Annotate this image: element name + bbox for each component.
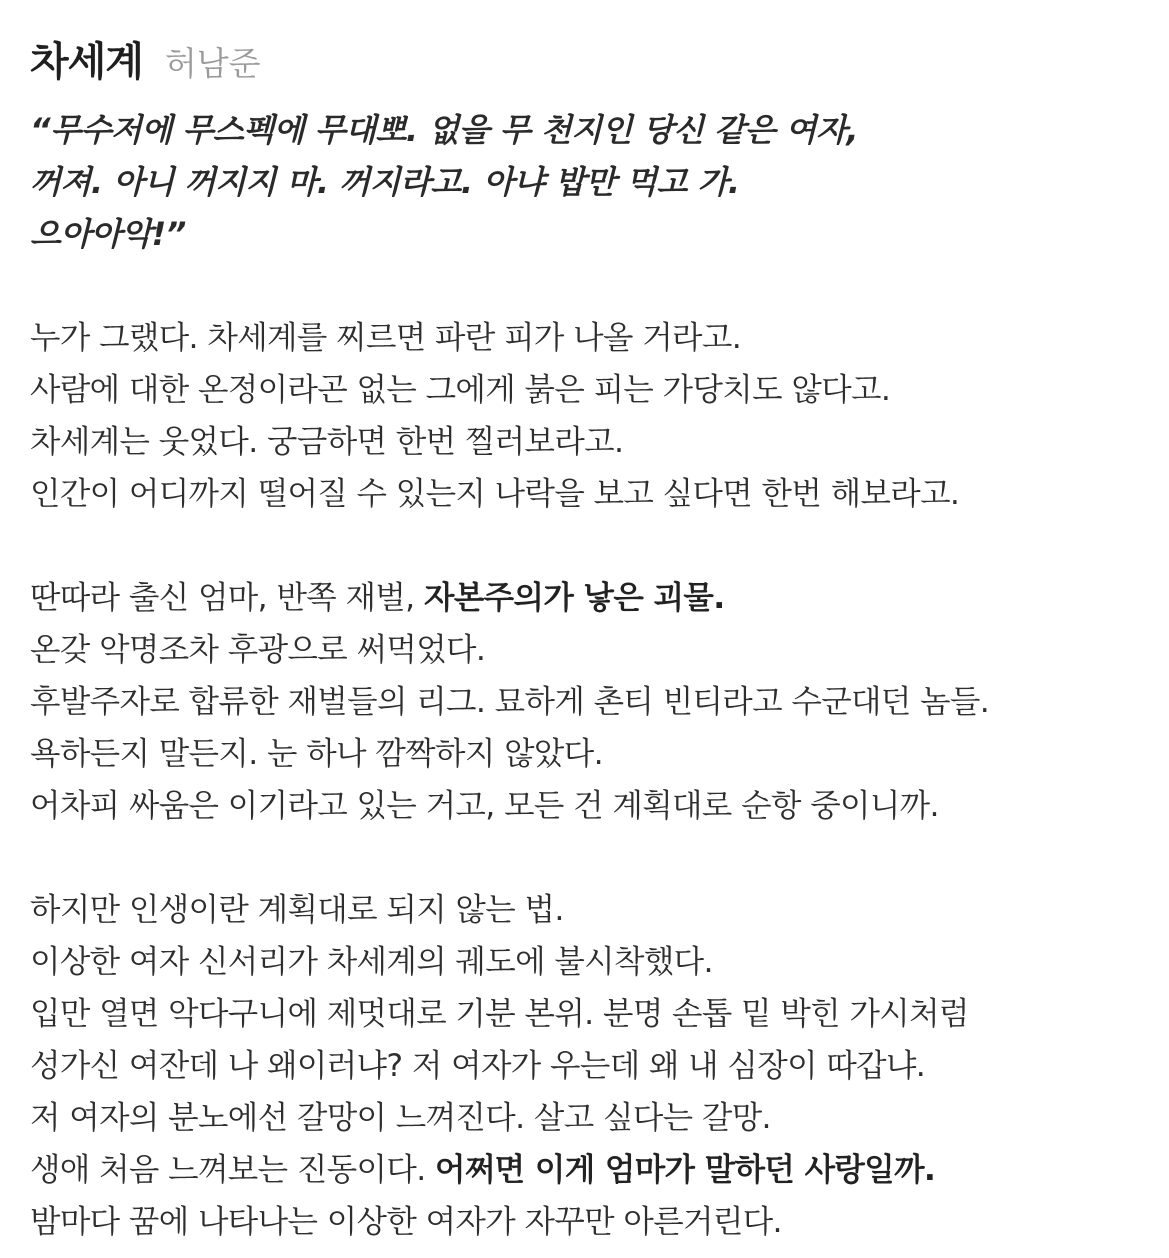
text-bold: 자본주의가 낳은 괴물.	[424, 580, 725, 616]
character-quote	[30, 104, 1139, 260]
text-line: 사람에 대한 온정이라곤 없는 그에게 붉은 피는 가당치도 않다고.	[30, 372, 891, 408]
text-line: 밤마다 꿈에 나타나는 이상한 여자가 자꾸만 아른거린다.	[30, 1204, 782, 1240]
quote-line: 꺼져. 아니 꺼지지 마. 꺼지라고. 아냐 밥만 먹고 가.	[30, 163, 740, 201]
text-line: 욕하든지 말든지. 눈 하나 깜짝하지 않았다.	[30, 736, 603, 772]
paragraph-3	[30, 884, 1139, 1248]
actor-name: 허남준	[164, 44, 261, 83]
text-line	[30, 1144, 1139, 1196]
text-bold: 어쩌면 이게 엄마가 말하던 사랑일까.	[435, 1152, 936, 1188]
text-line: 후발주자로 합류한 재벌들의 리그. 묘하게 촌티 빈티라고 수군대던 놈들.	[30, 684, 990, 720]
text-line: 누가 그랬다. 차세계를 찌르면 파란 피가 나올 거라고.	[30, 320, 742, 356]
text-plain: 딴따라 출신 엄마, 반쪽 재벌,	[30, 580, 425, 616]
text-line: 온갖 악명조차 후광으로 써먹었다.	[30, 632, 486, 668]
quote-line: “무수저에 무스펙에 무대뽀. 없을 무 천지인 당신 같은 여자,	[30, 111, 859, 149]
text-line: 인간이 어디까지 떨어질 수 있는지 나락을 보고 싶다면 한번 해보라고.	[30, 476, 960, 512]
character-header	[30, 30, 1139, 94]
text-line: 저 여자의 분노에선 갈망이 느껴진다. 살고 싶다는 갈망.	[30, 1100, 771, 1136]
text-line: 성가신 여잔데 나 왜이러냐? 저 여자가 우는데 왜 내 심장이 따갑냐.	[30, 1048, 926, 1084]
character-name: 차세계	[30, 39, 143, 85]
text-line: 이상한 여자 신서리가 차세계의 궤도에 불시착했다.	[30, 944, 713, 980]
text-line: 하지만 인생이란 계획대로 되지 않는 법.	[30, 892, 564, 928]
paragraph-1	[30, 312, 1139, 520]
text-line: 어차피 싸움은 이기라고 있는 거고, 모든 건 계획대로 순항 중이니까.	[30, 788, 939, 824]
text-line	[30, 572, 1139, 624]
paragraph-2	[30, 572, 1139, 832]
text-line: 입만 열면 악다구니에 제멋대로 기분 본위. 분명 손톱 밑 박힌 가시처럼	[30, 996, 969, 1032]
text-plain: 생애 처음 느껴보는 진동이다.	[30, 1152, 436, 1188]
quote-line: 으아아악!”	[30, 215, 186, 253]
text-line: 차세계는 웃었다. 궁금하면 한번 찔러보라고.	[30, 424, 624, 460]
